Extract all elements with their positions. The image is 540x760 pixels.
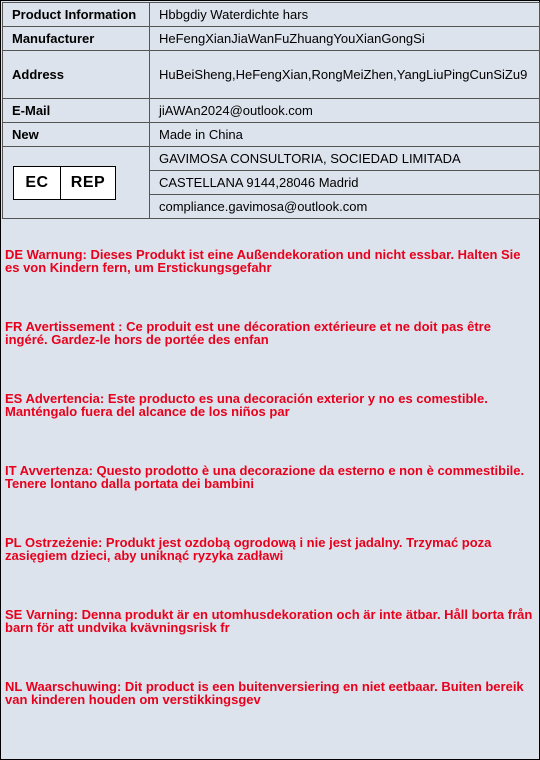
product-info-table <box>2 2 540 219</box>
new-label: New <box>3 123 150 147</box>
address-value: HuBeiSheng,HeFengXian,RongMeiZhen,YangLiuPingCunSiZu9 <box>150 51 540 99</box>
rep-company-value: GAVIMOSA CONSULTORIA, SOCIEDAD LIMITADA <box>150 147 540 171</box>
rep-address-value: CASTELLANA 9144,28046 Madrid <box>150 171 540 195</box>
warning-pl: PL Ostrzeżenie: Produkt jest ozdobą ogrodową i nie jest jadalny. Trzymać poza zasięgiem dzieci, aby uniknąć ryzyka zadławi <box>5 535 492 563</box>
email-label: E-Mail <box>3 99 150 123</box>
warning-it: IT Avvertenza: Questo prodotto è una decorazione da esterno e non è commestibile. Tenere lontano dalla portata dei bambini <box>5 463 525 491</box>
warning-se: SE Varning: Denna produkt är en utomhusdekoration och är inte ätbar. Håll borta från barn för att undvika kvävningsrisk fr <box>5 607 533 635</box>
manufacturer-value: HeFengXianJiaWanFuZhuangYouXianGongSi <box>150 27 540 51</box>
address-label: Address <box>3 51 150 99</box>
manufacturer-label: Manufacturer <box>3 27 150 51</box>
manufacturer-row <box>3 27 540 51</box>
ec-symbol-text: EC <box>14 167 61 199</box>
ec-rep-symbol <box>13 166 116 200</box>
new-row <box>3 123 540 147</box>
warning-es: ES Advertencia: Este producto es una decoración exterior y no es comestible. Manténgalo fuera del alcance de los niños par <box>5 391 488 419</box>
warning-de: DE Warnung: Dieses Produkt ist eine Außendekoration und nicht essbar. Halten Sie es von Kindern fern, um Erstickungsgefahr <box>5 247 521 275</box>
email-row <box>3 99 540 123</box>
product-label: Product Information <box>3 3 150 27</box>
product-row <box>3 3 540 27</box>
product-value: Hbbgdiy Waterdichte hars <box>150 3 540 27</box>
ec-rep-cell <box>3 147 150 219</box>
rep-company-row <box>3 147 540 171</box>
email-value[interactable]: jiAWAn2024@outlook.com <box>150 99 540 123</box>
warning-nl: NL Waarschuwing: Dit product is een buitenversiering en niet eetbaar. Buiten bereik van kinderen houden om verstikkingsgev <box>5 679 524 707</box>
address-row <box>3 51 540 99</box>
warnings-section <box>5 248 533 752</box>
new-value: Made in China <box>150 123 540 147</box>
rep-symbol-text: REP <box>70 173 106 191</box>
rep-email-link[interactable]: compliance.gavimosa@outlook.com <box>150 195 540 219</box>
warning-fr: FR Avertissement : Ce produit est une décoration extérieure et ne doit pas être ingéré. Gardez-le hors de portée des enfan <box>5 319 491 347</box>
